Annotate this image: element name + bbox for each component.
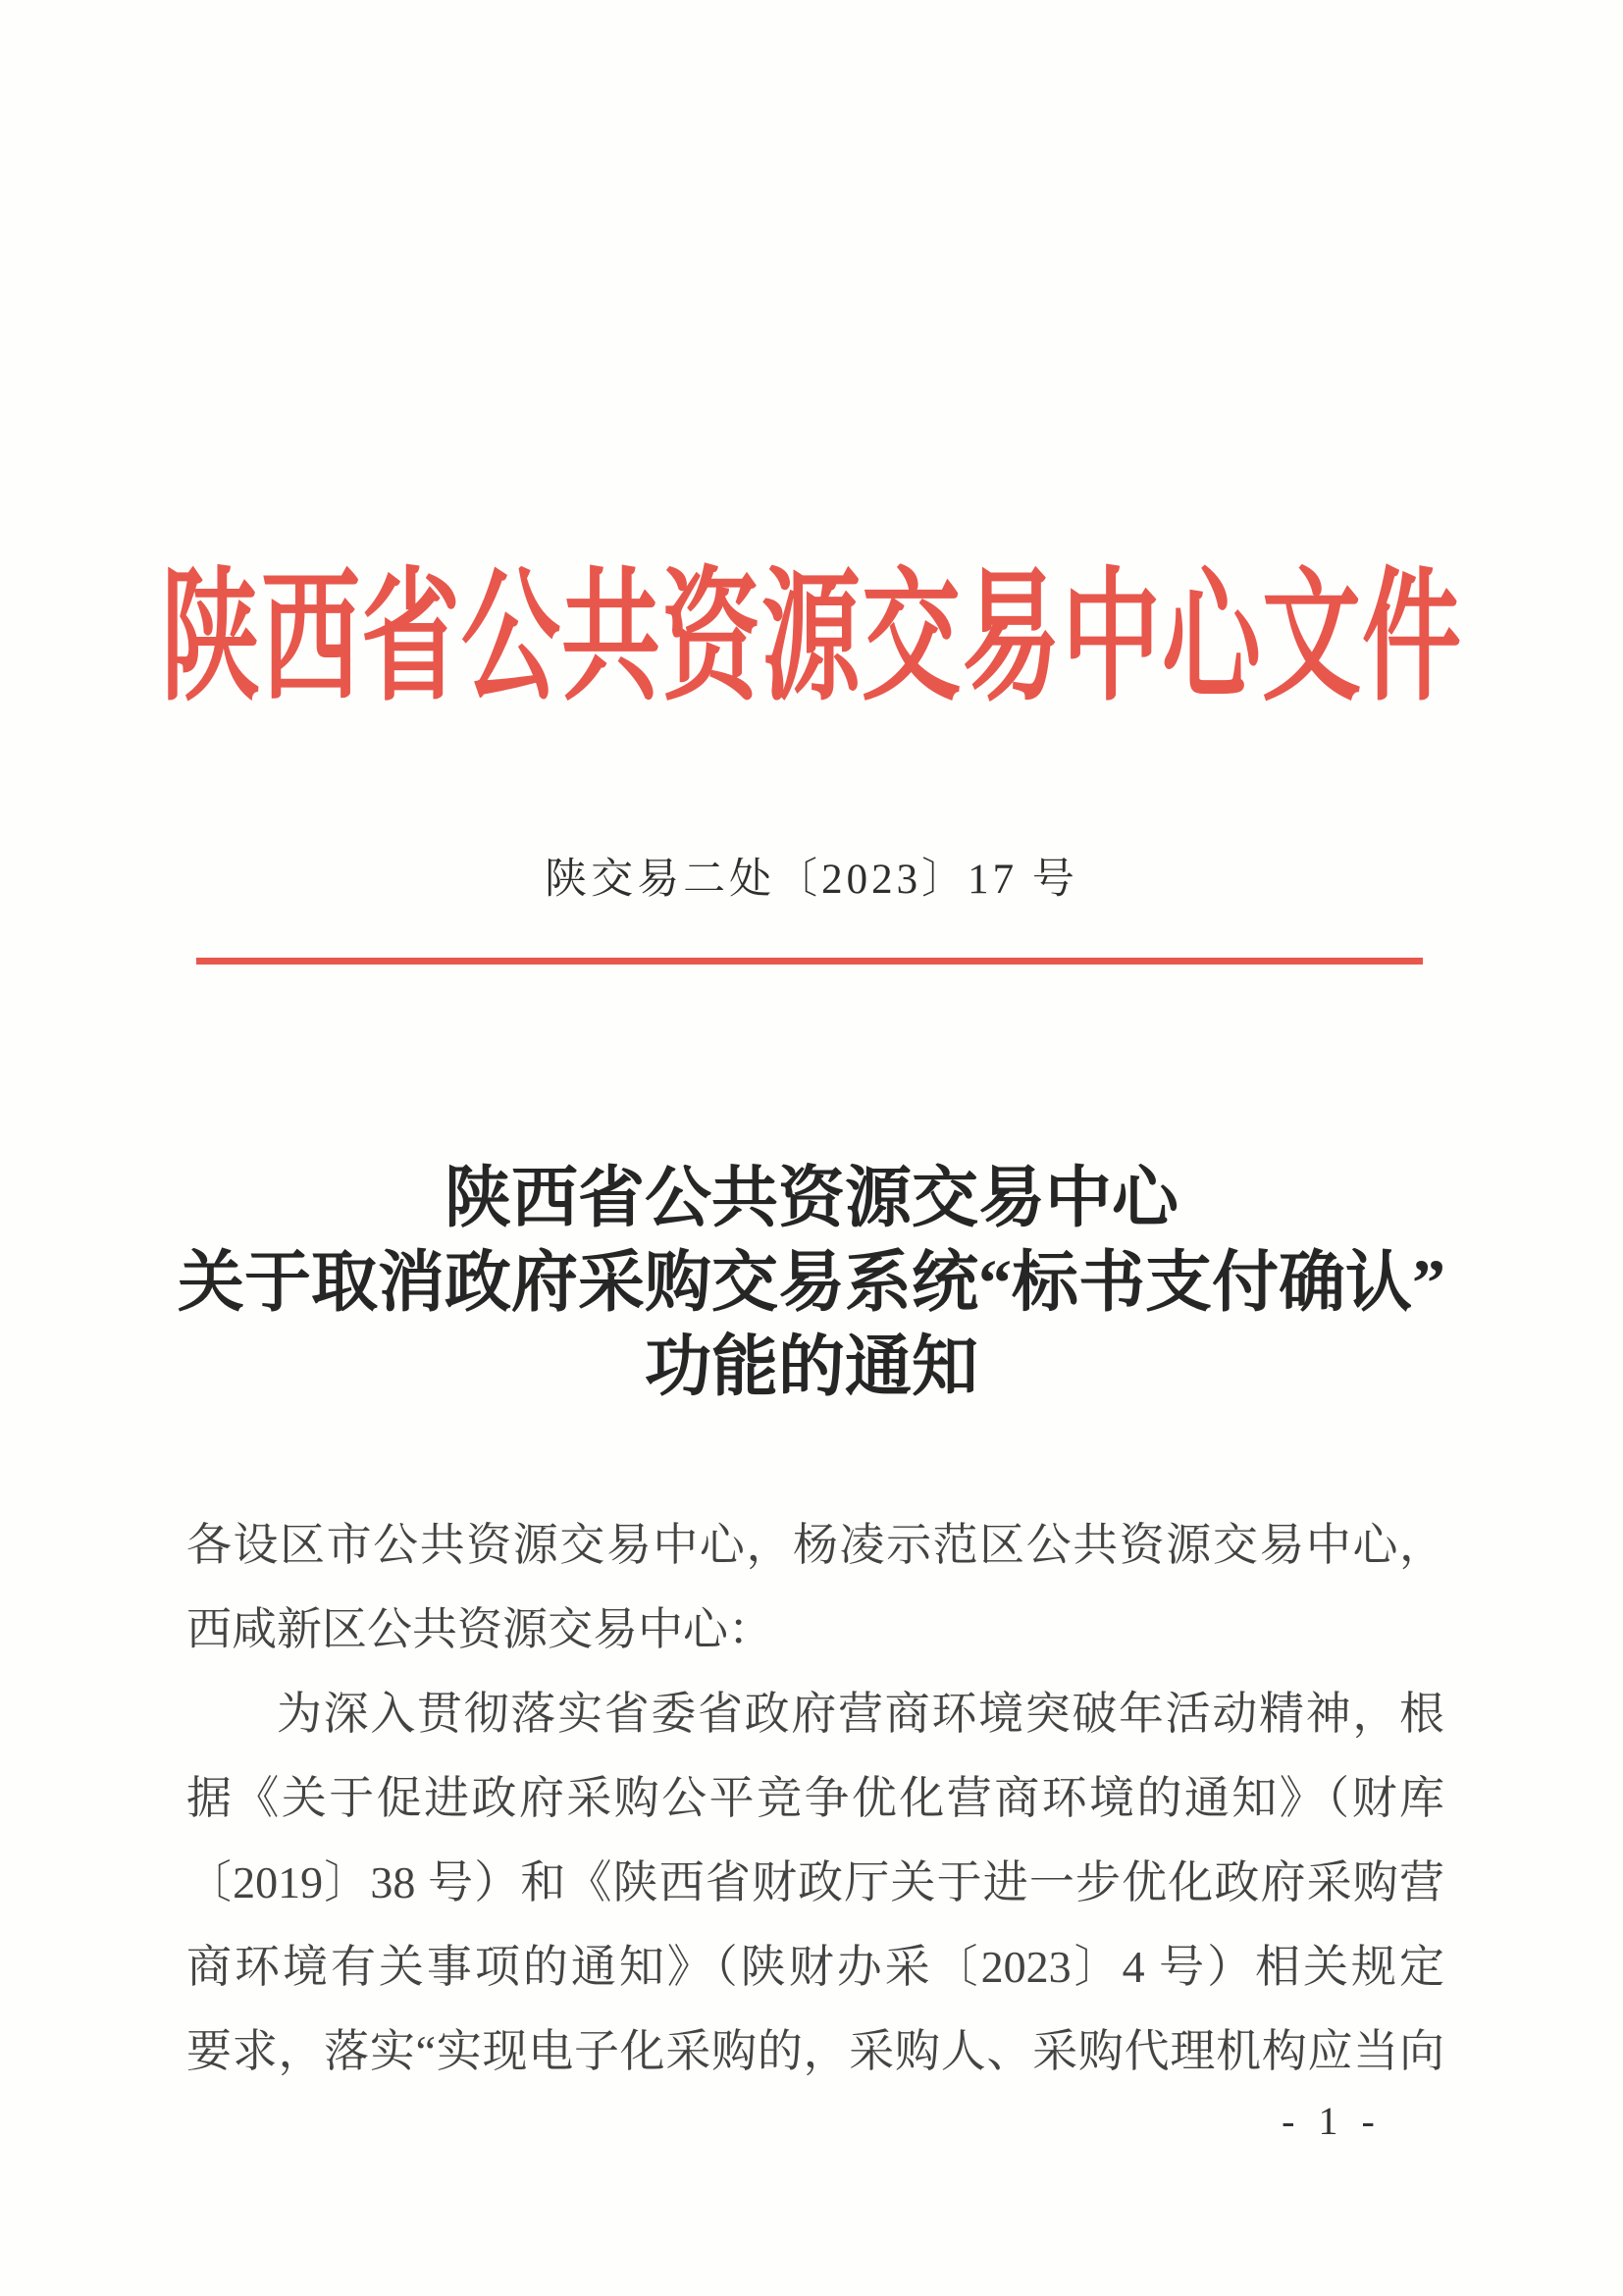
body-line-paragraph-1: 为深入贯彻落实省委省政府营商环境突破年活动精神，根: [277, 1689, 1444, 1739]
document-title-line-3: 功能的通知: [644, 1330, 978, 1404]
document-title: [0, 1156, 1623, 1409]
body-line-paragraph-5: 要求，落实“实现电子化采购的，采购人、采购代理机构应当向: [186, 2026, 1444, 2076]
body-line-recipients-2: 西咸新区公共资源交易中心：: [186, 1604, 773, 1654]
red-header-org-title: 陕西省公共资源交易中心文件: [160, 558, 1462, 718]
body-line-paragraph-2: 据《关于促进政府采购公平竞争优化营商环境的通知》（财库: [186, 1773, 1444, 1823]
body-line-paragraph-4: 商环境有关事项的通知》（陕财办采〔2023〕4 号）相关规定: [186, 1942, 1444, 1992]
document-body: [186, 1503, 1444, 2094]
body-line-recipients-1: 各设区市公共资源交易中心，杨凌示范区公共资源交易中心，: [186, 1520, 1444, 1570]
document-title-line-1: 陕西省公共资源交易中心: [444, 1161, 1178, 1235]
document-title-line-2: 关于取消政府采购交易系统“标书支付确认”: [177, 1245, 1445, 1320]
body-line-paragraph-3: 〔2019〕38 号）和《陕西省财政厅关于进一步优化政府采购营: [186, 1857, 1444, 1907]
red-divider-line: [196, 958, 1423, 965]
document-number: 陕交易二处〔2023〕17 号: [545, 857, 1078, 903]
page-number: - 1 -: [1282, 2099, 1382, 2143]
